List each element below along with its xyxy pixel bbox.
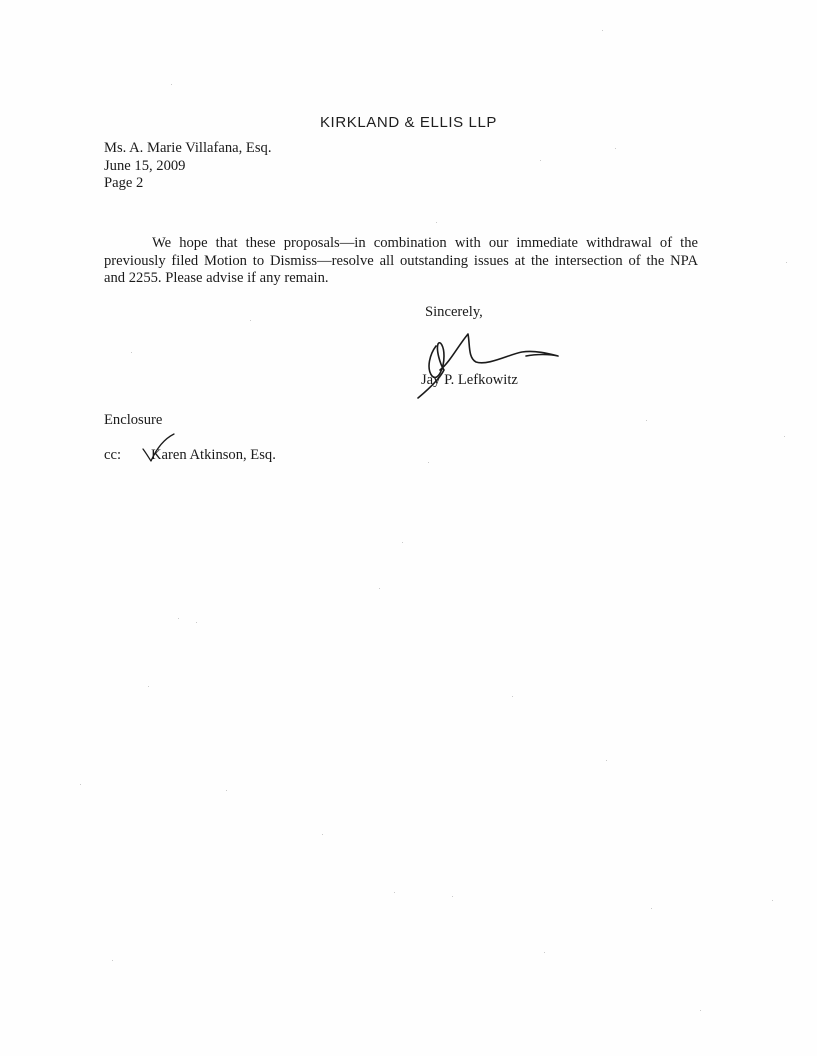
scan-speck: [178, 618, 179, 619]
scan-speck: [112, 960, 113, 961]
scan-speck: [700, 1010, 701, 1011]
scan-speck: [394, 892, 395, 893]
body-line-2: previously filed Motion to Dismiss—resolve all outstanding issues at the intersection of the NPA: [104, 252, 698, 269]
scan-speck: [322, 834, 323, 835]
body-paragraph: [104, 235, 698, 288]
closing-salutation: Sincerely,: [425, 304, 483, 320]
scan-speck: [772, 900, 773, 901]
firm-letterhead: KIRKLAND & ELLIS LLP: [319, 114, 498, 131]
scan-speck: [148, 686, 149, 687]
scan-speck: [80, 784, 81, 785]
scan-speck: [436, 222, 437, 223]
scan-speck: [544, 952, 545, 953]
scan-speck: [606, 760, 607, 761]
scan-speck: [452, 896, 453, 897]
body-line-1: We hope that these proposals—in combination with our immediate withdrawal of the: [152, 235, 698, 251]
body-line-3: and 2255. Please advise if any remain.: [104, 270, 329, 286]
scan-speck: [651, 908, 652, 909]
scan-speck: [784, 436, 785, 437]
scan-speck: [602, 30, 603, 31]
scan-speck: [171, 84, 172, 85]
signer-name: Jay P. Lefkowitz: [421, 372, 518, 388]
scan-speck: [615, 148, 616, 149]
cc-label: cc:: [104, 447, 122, 463]
scan-speck: [379, 588, 380, 589]
scan-speck: [402, 542, 403, 543]
recipient-block: [104, 140, 271, 193]
scan-speck: [512, 696, 513, 697]
enclosure-label: Enclosure: [104, 412, 163, 428]
cc-recipient: Karen Atkinson, Esq.: [151, 447, 276, 463]
page-number: Page 2: [104, 175, 144, 191]
scan-speck: [786, 262, 787, 263]
scan-speck: [250, 320, 251, 321]
scan-speck: [196, 622, 197, 623]
scan-speck: [131, 352, 132, 353]
scan-speck: [540, 160, 541, 161]
recipient-name: Ms. A. Marie Villafana, Esq.: [104, 140, 272, 156]
scan-speck: [646, 420, 647, 421]
scan-speck: [428, 462, 429, 463]
letter-date: June 15, 2009: [104, 157, 186, 174]
scan-speck: [226, 790, 227, 791]
